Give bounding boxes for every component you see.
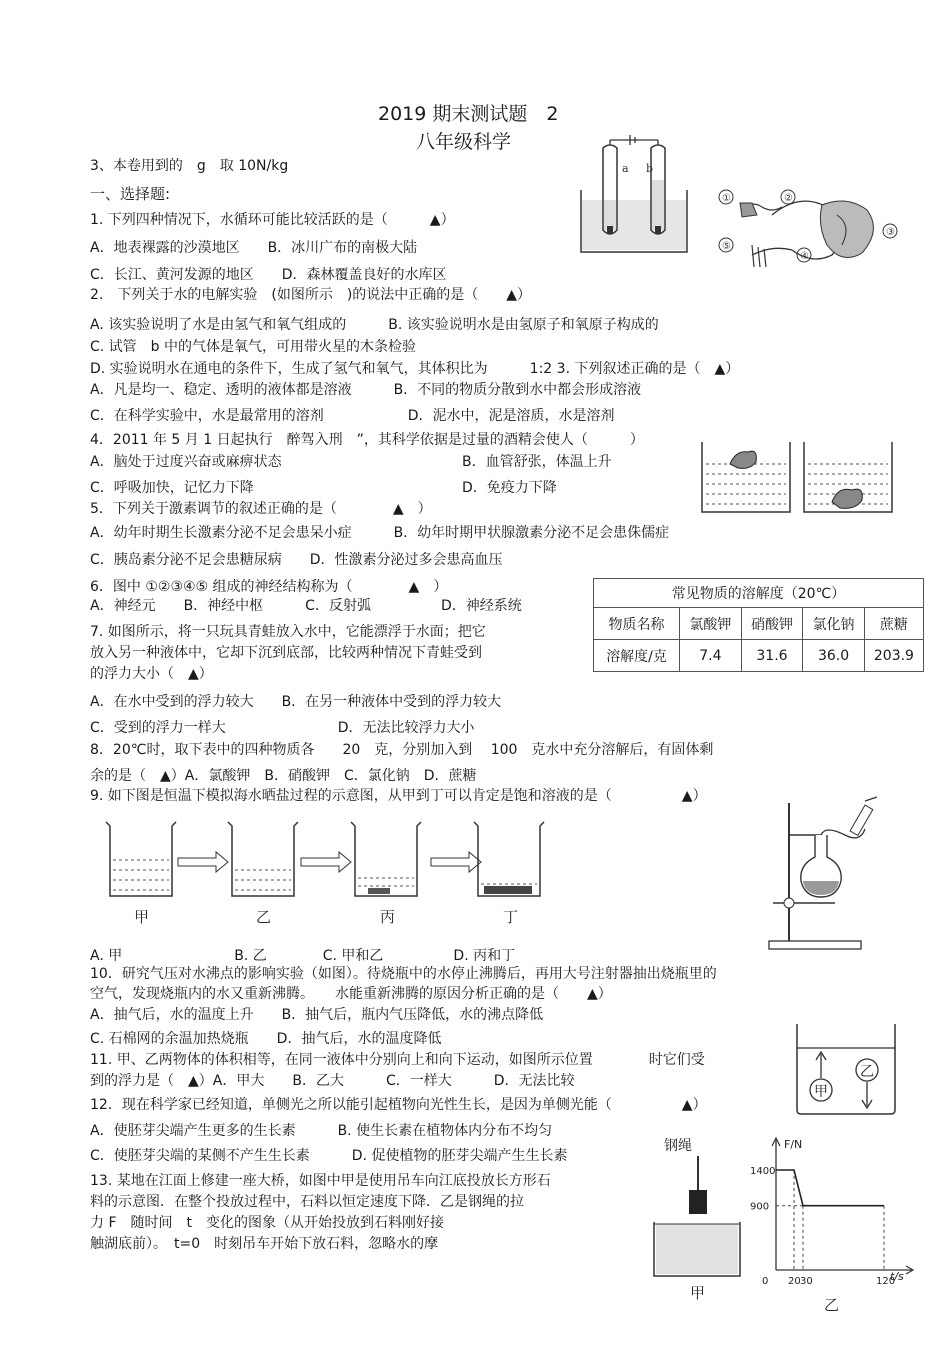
question-line: C．胰岛素分泌不足会患糖尿病 D．性激素分泌过多会患高血压 bbox=[90, 552, 503, 568]
mark-2: ② bbox=[784, 193, 793, 204]
table-cell: 31.6 bbox=[741, 640, 803, 672]
table-cell: 7.4 bbox=[680, 640, 742, 672]
evaporation-figure bbox=[98, 818, 558, 928]
question-line: 13. 某地在江面上修建一座大桥，如图中甲是使用吊车向江底投放长方形石 bbox=[90, 1173, 551, 1189]
mark-5: ⑤ bbox=[722, 241, 731, 252]
electrolysis-figure bbox=[578, 130, 690, 255]
question-line: B．血管舒张，体温上升 bbox=[462, 454, 612, 470]
force-series-line bbox=[776, 1170, 884, 1206]
question-line: A．在水中受到的浮力较大 B．在另一种液体中受到的浮力较大 bbox=[90, 694, 502, 710]
crane-figure-label: 甲 bbox=[690, 1284, 706, 1302]
mark-3: ③ bbox=[886, 227, 895, 238]
y-axis-label: F/N bbox=[784, 1138, 803, 1151]
table-header: 硝酸钾 bbox=[741, 608, 803, 640]
force-time-graph bbox=[750, 1130, 920, 1320]
section-heading: 一、选择题: bbox=[90, 185, 171, 203]
question-line: 力 F 随时间 t 变化的图象（从开始投放到石料刚好接 bbox=[90, 1215, 444, 1231]
question-line: C．受到的浮力一样大 D．无法比较浮力大小 bbox=[90, 720, 475, 736]
table-header: 蔗糖 bbox=[864, 608, 923, 640]
question-line: D. 实验说明水在通电的条件下，生成了氢气和氧气，其体积比为 1:2 3. 下列叙述正确的是（ ▲） bbox=[90, 361, 740, 377]
question-line: D．免疫力下降 bbox=[462, 480, 557, 496]
question-line: 到的浮力是（ ▲）A．甲大 B．乙大 C．一样大 D．无法比较 bbox=[90, 1073, 575, 1089]
question-line: 10．研究气压对水沸点的影响实验（如图）。待烧瓶中的水停止沸腾后，再用大号注射器抽出烧瓶里的 bbox=[90, 966, 717, 982]
x-tick-label: 30 bbox=[800, 1276, 813, 1287]
reflex-arc-figure bbox=[712, 185, 902, 270]
beaker-label-ding: 丁 bbox=[503, 908, 519, 926]
frog-beakers-figure bbox=[700, 440, 895, 515]
y-tick-label: 1400 bbox=[750, 1166, 776, 1177]
rope-label: 钢绳 bbox=[664, 1138, 692, 1154]
question-line: A．抽气后，水的温度上升 B．抽气后，瓶内气压降低，水的沸点降低 bbox=[90, 1007, 544, 1023]
question-line: 触湖底前）。 t=0 时刻吊车开始下放石料，忽略水的摩 bbox=[90, 1236, 439, 1252]
question-line: 9. 如下图是恒温下模拟海水晒盐过程的示意图，从甲到丁可以肯定是饱和溶液的是（ ▲） bbox=[90, 788, 707, 804]
question-line: 11. 甲、乙两物体的体积相等，在同一液体中分别向上和向下运动，如图所示位置 时它们受 bbox=[90, 1052, 705, 1068]
boiling-flask-figure bbox=[765, 795, 885, 955]
object-yi-label: 乙 bbox=[860, 1064, 874, 1080]
page-subtitle: 八年级科学 bbox=[416, 131, 512, 153]
question-line: A．幼年时期生长激素分泌不足会患呆小症 B．幼年时期甲状腺激素分泌不足会患侏儒症 bbox=[90, 525, 670, 541]
floating-objects-figure bbox=[795, 1022, 897, 1117]
x-axis-label: t/s bbox=[890, 1270, 904, 1283]
table-caption: 常见物质的溶解度（20℃） bbox=[594, 579, 924, 608]
beaker-label-yi: 乙 bbox=[256, 908, 272, 926]
question-line: 1. 下列四种情况下，水循环可能比较活跃的是（ ▲） bbox=[90, 212, 455, 228]
beaker-label-bing: 丙 bbox=[380, 908, 396, 926]
graph-figure-label: 乙 bbox=[824, 1296, 840, 1314]
mark-4: ④ bbox=[800, 251, 809, 262]
table-header: 氯化钠 bbox=[803, 608, 865, 640]
question-line: 的浮力大小（ ▲） bbox=[90, 666, 213, 682]
question-line: C．长江、黄河发源的地区 D．森林覆盖良好的水库区 bbox=[90, 267, 447, 283]
question-line: C．在科学实验中，水是最常用的溶剂 D．泥水中，泥是溶质，水是溶剂 bbox=[90, 408, 615, 424]
object-jia-label: 甲 bbox=[814, 1084, 828, 1100]
table-row bbox=[594, 640, 924, 672]
question-line: 余的是（ ▲）A．氯酸钾 B．硝酸钾 C．氯化钠 D．蔗糖 bbox=[90, 768, 477, 784]
tube-b-label: b bbox=[646, 162, 654, 175]
question-line: 8．20℃时，取下表中的四种物质各 20 克，分别加入到 100 克水中充分溶解后，有固体剩 bbox=[90, 742, 714, 758]
mark-1: ① bbox=[722, 193, 731, 204]
question-line: C. 试管 b 中的气体是氧气，可用带火星的木条检验 bbox=[90, 339, 417, 355]
crane-stone-figure bbox=[650, 1130, 745, 1310]
question-line: 空气，发现烧瓶内的水又重新沸腾。 水能重新沸腾的原因分析正确的是（ ▲） bbox=[90, 986, 612, 1002]
question-line: 2. 下列关于水的电解实验 (如图所示 )的说法中正确的是（ ▲） bbox=[90, 287, 532, 303]
question-line: C．使胚芽尖端的某侧不产生生长素 D. 促使植物的胚芽尖端产生生长素 bbox=[90, 1148, 568, 1164]
question-line: A．地表裸露的沙漠地区 B．冰川广布的南极大陆 bbox=[90, 240, 418, 256]
question-line: A．凡是均一、稳定、透明的液体都是溶液 B．不同的物质分散到水中都会形成溶液 bbox=[90, 382, 642, 398]
table-row-label: 溶解度/克 bbox=[594, 640, 680, 672]
question-line: 4．2011 年 5 月 1 日起执行 醉驾入刑 ”，其科学依据是过量的酒精会使人（ ） bbox=[90, 432, 644, 448]
question-line: A. 甲 B. 乙 C. 甲和乙 D. 丙和丁 bbox=[90, 948, 516, 964]
question-line: 料的示意图．在整个投放过程中，石料以恒定速度下降．乙是钢绳的拉 bbox=[90, 1194, 524, 1210]
table-cell: 36.0 bbox=[803, 640, 865, 672]
table-cell: 203.9 bbox=[864, 640, 923, 672]
question-line: 7. 如图所示，将一只玩具青蛙放入水中，它能漂浮于水面；把它 bbox=[90, 624, 486, 640]
exam-note: 3、本卷用到的 g 取 10N/kg bbox=[90, 158, 289, 174]
x-tick-label: 20 bbox=[788, 1276, 801, 1287]
question-line: C. 石棉网的余温加热烧瓶 D．抽气后，水的温度降低 bbox=[90, 1031, 442, 1047]
table-header-row bbox=[594, 608, 924, 640]
table-header: 氯酸钾 bbox=[680, 608, 742, 640]
question-line: A．脑处于过度兴奋或麻痹状态 bbox=[90, 454, 282, 470]
question-line: 12．现在科学家已经知道，单侧光之所以能引起植物向光性生长，是因为单侧光能（ ▲） bbox=[90, 1097, 707, 1113]
question-line: 6．图中 ①②③④⑤ 组成的神经结构称为（ ▲ ） bbox=[90, 579, 448, 595]
question-line: A．使胚芽尖端产生更多的生长素 B. 使生长素在植物体内分布不均匀 bbox=[90, 1123, 553, 1139]
page-title: 2019 期末测试题 2 bbox=[378, 103, 559, 125]
tube-a-label: a bbox=[622, 162, 629, 175]
x-tick-label: 120 bbox=[876, 1276, 896, 1287]
y-tick-label: 900 bbox=[750, 1201, 770, 1213]
question-line: A. 该实验说明了水是由氢气和氧气组成的 B. 该实验说明水是由氢原子和氧原子构成的 bbox=[90, 317, 659, 333]
solubility-table bbox=[593, 578, 924, 672]
question-line: 放入另一种液体中，它却下沉到底部，比较两种情况下青蛙受到 bbox=[90, 645, 482, 661]
question-line: A．神经元 B．神经中枢 C．反射弧 D．神经系统 bbox=[90, 598, 522, 614]
question-line: C．呼吸加快，记忆力下降 bbox=[90, 480, 254, 496]
table-header: 物质名称 bbox=[594, 608, 680, 640]
beaker-label-jia: 甲 bbox=[134, 908, 150, 926]
x-tick-label: 0 bbox=[762, 1276, 769, 1287]
question-line: 5．下列关于激素调节的叙述正确的是（ ▲ ） bbox=[90, 501, 432, 517]
